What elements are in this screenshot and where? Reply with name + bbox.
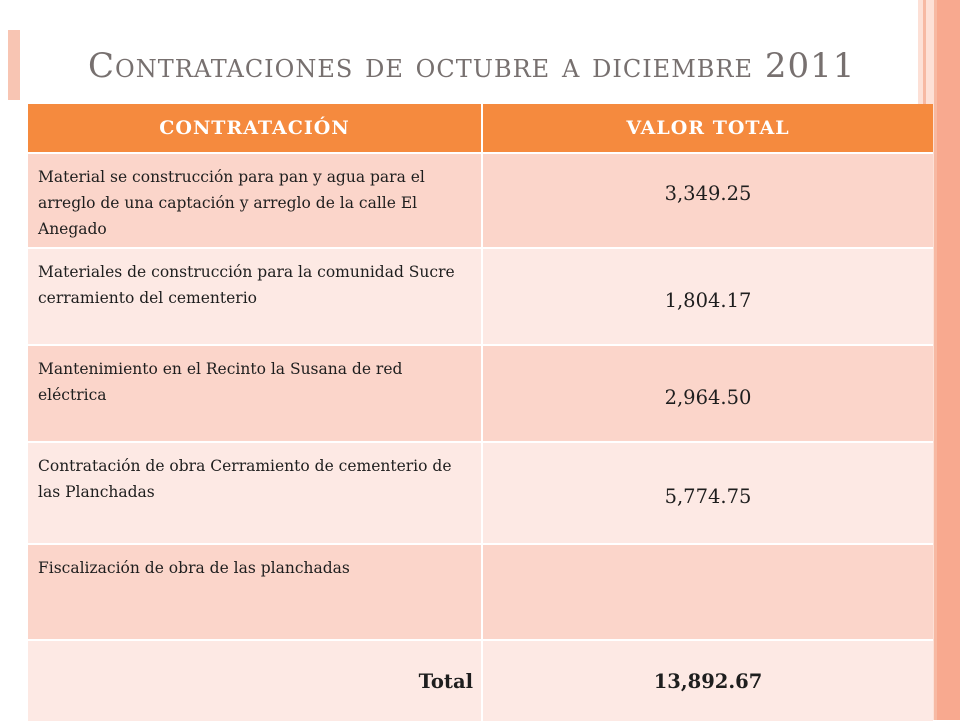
total-value-cell bbox=[482, 640, 933, 722]
description-cell bbox=[28, 153, 482, 248]
value-cell bbox=[482, 442, 933, 544]
header-valor-total: VALOR TOTAL bbox=[482, 104, 933, 153]
total-value: 13,892.67 bbox=[653, 670, 763, 693]
total-label-cell bbox=[28, 640, 482, 722]
value-cell bbox=[482, 153, 933, 248]
value-cell bbox=[482, 544, 933, 640]
row-value: 3,349.25 bbox=[664, 182, 752, 205]
description-cell bbox=[28, 544, 482, 640]
description-cell bbox=[28, 442, 482, 544]
table-row bbox=[28, 345, 933, 442]
title-accent-bar bbox=[8, 30, 20, 100]
decorative-stripe bbox=[937, 0, 960, 720]
table-row bbox=[28, 544, 933, 640]
description-cell bbox=[28, 248, 482, 345]
row-value: 2,964.50 bbox=[664, 386, 752, 409]
row-description: Materiales de construcción para la comunidad Sucre cerramiento del cementerio bbox=[38, 263, 455, 307]
slide-title: Contrataciones de octubre a diciembre 2011 bbox=[88, 46, 856, 86]
table-row bbox=[28, 153, 933, 248]
header-contratacion: CONTRATACIÓN bbox=[28, 104, 482, 153]
value-cell bbox=[482, 248, 933, 345]
description-cell bbox=[28, 345, 482, 442]
table-row bbox=[28, 442, 933, 544]
row-description: Fiscalización de obra de las planchadas bbox=[38, 559, 350, 577]
contracts-table bbox=[28, 104, 933, 723]
table-header-row bbox=[28, 104, 933, 153]
row-description: Contratación de obra Cerramiento de cementerio de las Planchadas bbox=[38, 457, 452, 501]
total-label: Total bbox=[418, 670, 473, 693]
row-value: 5,774.75 bbox=[664, 485, 752, 508]
table-row bbox=[28, 248, 933, 345]
row-description: Material se construcción para pan y agua para el arreglo de una captación y arreglo de la calle El Anegado bbox=[38, 168, 425, 238]
row-description: Mantenimiento en el Recinto la Susana de red eléctrica bbox=[38, 360, 403, 404]
value-cell bbox=[482, 345, 933, 442]
total-row bbox=[28, 640, 933, 722]
row-value: 1,804.17 bbox=[664, 289, 752, 312]
